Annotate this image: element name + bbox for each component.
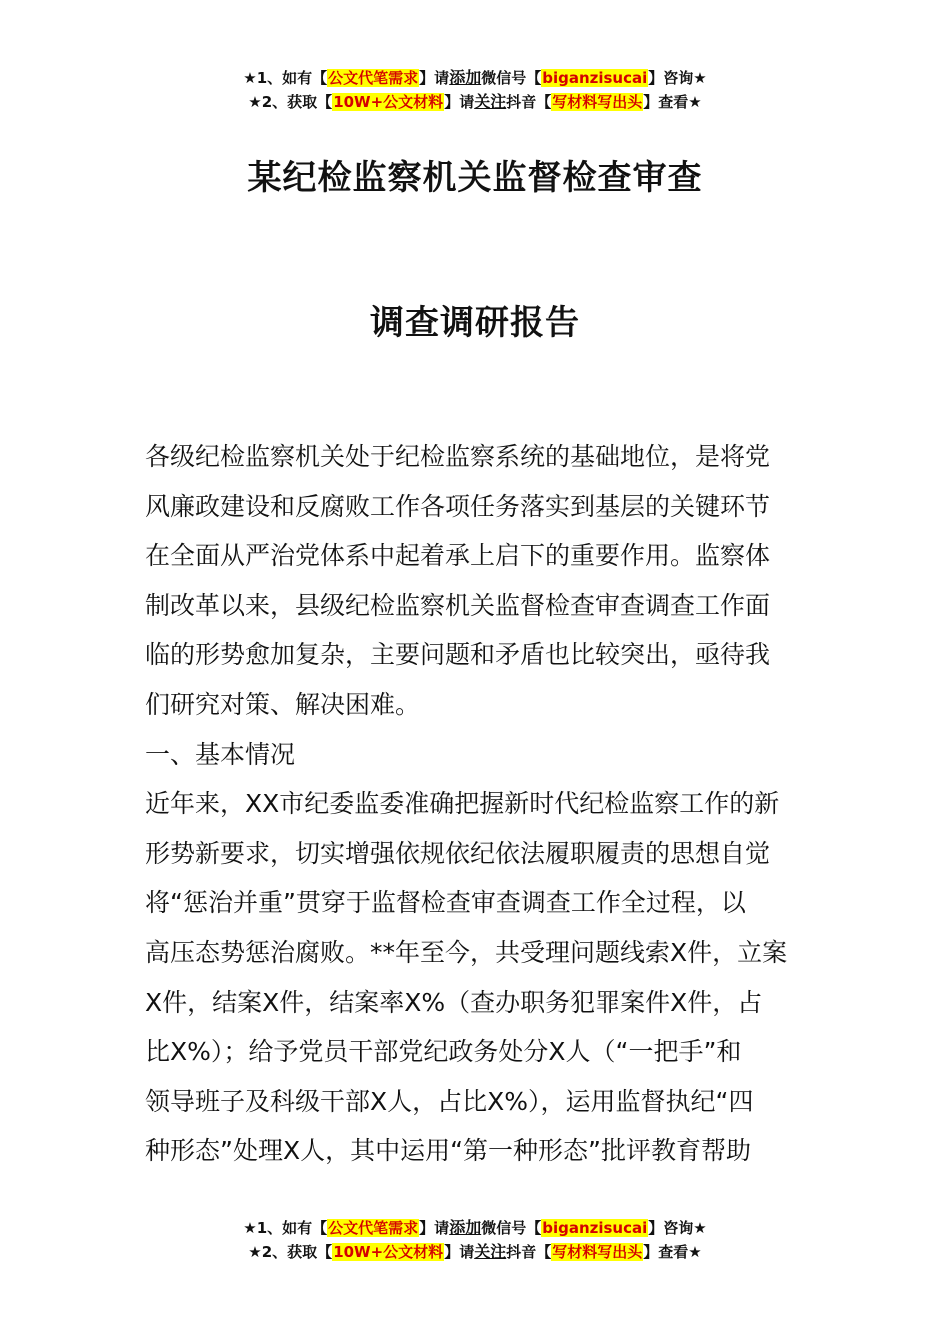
body-line: 高压态势惩治腐败。**年至今，共受理问题线索X件，立案 [145, 937, 788, 967]
banner-text: 】咨询★ [648, 69, 707, 87]
highlight-douyin: 写材料写出头 [552, 1243, 643, 1261]
banner-text: ★1、如有【 [243, 1219, 328, 1237]
body-line: 比X%）；给予党员干部党纪政务处分X人（“一把手”和 [145, 1037, 742, 1067]
banner-text: 】请 [444, 93, 475, 111]
highlight-materials: 10W+公文材料 [333, 93, 444, 111]
banner-text: ★2、获取【 [248, 93, 333, 111]
header-banner [0, 66, 950, 114]
highlight-materials: 10W+公文材料 [333, 1243, 444, 1261]
body-line: 近年来，XX市纪委监委准确把握新时代纪检监察工作的新 [145, 789, 780, 819]
highlight-wechat-id: biganzisucai [542, 69, 648, 87]
banner-line-2 [0, 1240, 950, 1264]
body-line: 在全面从严治党体系中起着承上启下的重要作用。监察体 [145, 541, 771, 571]
banner-text: 抖音【 [506, 93, 552, 111]
document-title-line-2: 调查调研报告 [370, 303, 580, 343]
emphasis-add: 添加 [449, 68, 482, 87]
banner-text: 】咨询★ [648, 1219, 707, 1237]
banner-line-2 [0, 90, 950, 114]
document-body [145, 432, 810, 1176]
emphasis-follow: 关注 [474, 92, 507, 111]
banner-text: 】请 [419, 1219, 450, 1237]
body-line: 形势新要求，切实增强依规依纪依法履职履责的思想自觉 [145, 838, 771, 868]
highlight-service: 公文代笔需求 [328, 1219, 419, 1237]
body-line: 风廉政建设和反腐败工作各项任务落实到基层的关键环节 [145, 491, 771, 521]
banner-text: 微信号【 [481, 1219, 542, 1237]
body-line: 制改革以来，县级纪检监察机关监督检查审查调查工作面 [145, 590, 771, 620]
highlight-service: 公文代笔需求 [328, 69, 419, 87]
banner-text: 】请 [419, 69, 450, 87]
body-line: 临的形势愈加复杂，主要问题和矛盾也比较突出，亟待我 [145, 640, 771, 670]
banner-line-1 [0, 66, 950, 90]
banner-text: 】查看★ [643, 93, 702, 111]
banner-text: 】查看★ [643, 1243, 702, 1261]
banner-text: 抖音【 [506, 1243, 552, 1261]
body-line: 将“惩治并重”贯穿于监督检查审查调查工作全过程，以 [145, 888, 746, 918]
body-line: 各级纪检监察机关处于纪检监察系统的基础地位，是将党 [145, 442, 771, 471]
highlight-douyin: 写材料写出头 [552, 93, 643, 111]
banner-text: 微信号【 [481, 69, 542, 87]
banner-line-1 [0, 1216, 950, 1240]
body-line: 领导班子及科级干部X人，占比X%），运用监督执纪“四 [145, 1086, 754, 1116]
body-line: 种形态”处理X人，其中运用“第一种形态”批评教育帮助 [145, 1136, 751, 1166]
highlight-wechat-id: biganzisucai [542, 1219, 648, 1237]
emphasis-follow: 关注 [474, 1242, 507, 1261]
document-title-line-1: 某纪检监察机关监督检查审查 [247, 158, 703, 198]
emphasis-add: 添加 [449, 1218, 482, 1237]
section-heading: 一、基本情况 [145, 739, 296, 769]
banner-text: 】请 [444, 1243, 475, 1261]
banner-text: ★1、如有【 [243, 69, 328, 87]
footer-banner [0, 1216, 950, 1264]
banner-text: ★2、获取【 [248, 1243, 333, 1261]
body-line: X件，结案X件，结案率X%（查办职务犯罪案件X件，占 [145, 987, 763, 1017]
body-line: 们研究对策、解决困难。 [145, 689, 421, 719]
